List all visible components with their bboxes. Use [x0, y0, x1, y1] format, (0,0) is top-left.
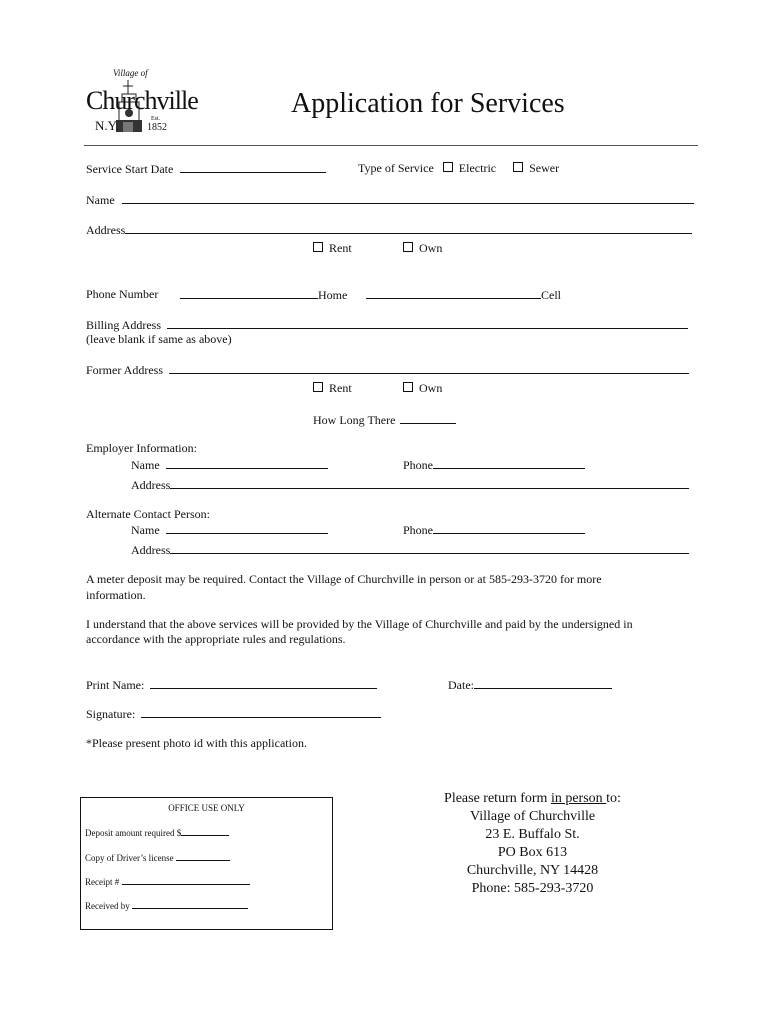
office-license-label: Copy of Driver’s license [85, 853, 174, 863]
office-received-row [85, 900, 248, 911]
logo-ny: N.Y. [95, 118, 119, 133]
logo-year: 1852 [147, 122, 167, 133]
office-deposit-field[interactable] [181, 827, 229, 836]
agreement-paragraph-line1: I understand that the above services will be provided by the Village of Churchville and paid by the undersigned in [86, 617, 633, 631]
phone-cell-row [366, 287, 561, 303]
date-field[interactable] [474, 677, 612, 689]
alternate-heading: Alternate Contact Person: [86, 507, 210, 521]
office-license-field[interactable] [176, 852, 230, 861]
service-type-label: Type of Service [358, 161, 434, 175]
how-long-label: How Long There [313, 413, 396, 427]
page-title: Application for Services [291, 88, 565, 119]
service-start-label: Service Start Date [86, 162, 174, 176]
alternate-phone-field[interactable] [433, 522, 585, 534]
return-instructions [400, 790, 665, 808]
billing-label: Billing Address [86, 318, 162, 332]
electric-checkbox[interactable] [443, 162, 453, 172]
return-village: Village of Churchville [469, 809, 596, 824]
address-rent-option [313, 241, 352, 256]
address-own-option [403, 241, 442, 256]
billing-row [86, 317, 688, 333]
return-line1-in-person: in person [550, 791, 607, 806]
agreement-paragraph-line2: accordance with the appropriate rules and regulations. [86, 632, 346, 646]
print-name-row [86, 677, 377, 693]
return-street: 23 E. Buffalo St. [485, 827, 580, 842]
former-own-label: Own [419, 381, 443, 395]
return-po-box: PO Box 613 [497, 845, 568, 860]
former-rent-option [313, 381, 352, 396]
employer-address-field[interactable] [170, 477, 689, 489]
alternate-phone-label: Phone [403, 523, 433, 537]
office-received-field[interactable] [132, 900, 248, 909]
former-rent-label: Rent [329, 381, 352, 395]
service-type-row [358, 161, 559, 176]
print-name-field[interactable] [150, 677, 377, 689]
sewer-label: Sewer [529, 161, 560, 175]
office-received-label: Received by [85, 901, 130, 911]
date-label: Date: [448, 678, 474, 692]
former-label: Former Address [86, 363, 163, 377]
how-long-field[interactable] [400, 412, 456, 424]
office-deposit-row [85, 827, 229, 838]
office-use-box [80, 797, 333, 930]
employer-heading: Employer Information: [86, 441, 197, 455]
how-long-row [313, 412, 456, 428]
return-phone: Phone: 585-293-3720 [471, 881, 594, 896]
employer-phone-row [403, 457, 585, 473]
employer-address-label: Address [131, 478, 171, 492]
billing-field[interactable] [167, 317, 688, 329]
logo-village-of: Village of [113, 68, 148, 78]
address-rent-label: Rent [329, 241, 352, 255]
address-label: Address [86, 223, 126, 237]
billing-note: (leave blank if same as above) [86, 332, 232, 346]
name-field[interactable] [122, 192, 694, 204]
print-name-label: Print Name: [86, 678, 145, 692]
former-rent-checkbox[interactable] [313, 382, 323, 392]
alternate-address-label: Address [131, 543, 171, 557]
office-use-heading: OFFICE USE ONLY [168, 803, 245, 813]
employer-address-row [131, 477, 689, 493]
address-field[interactable] [125, 222, 692, 234]
address-rent-checkbox[interactable] [313, 242, 323, 252]
employer-name-row [131, 457, 328, 473]
logo-est: Est. [151, 116, 161, 122]
alternate-address-row [131, 542, 689, 558]
alternate-phone-row [403, 522, 585, 538]
phone-home-row [180, 287, 347, 303]
phone-label: Phone Number [86, 287, 159, 301]
signature-field[interactable] [141, 706, 381, 718]
office-receipt-label: Receipt # [85, 877, 120, 887]
signature-row [86, 706, 381, 722]
signature-label: Signature: [86, 707, 136, 721]
former-row [86, 362, 689, 378]
service-start-field[interactable] [180, 161, 326, 173]
address-own-checkbox[interactable] [403, 242, 413, 252]
employer-name-label: Name [131, 458, 160, 472]
phone-cell-label: Cell [541, 288, 561, 302]
employer-name-field[interactable] [166, 457, 328, 469]
phone-home-field[interactable] [180, 287, 318, 299]
name-label: Name [86, 193, 115, 207]
former-own-checkbox[interactable] [403, 382, 413, 392]
electric-label: Electric [458, 161, 497, 175]
photo-id-note: *Please present photo id with this application. [86, 736, 307, 750]
address-own-label: Own [419, 241, 443, 255]
return-line1-a: Please return form [444, 791, 551, 806]
alternate-name-field[interactable] [166, 522, 328, 534]
name-row [86, 192, 694, 208]
office-receipt-row [85, 876, 250, 887]
logo-churchville: Churchville [86, 86, 198, 115]
address-row [86, 222, 692, 238]
office-deposit-label: Deposit amount required $ [85, 828, 182, 838]
former-own-option [403, 381, 442, 396]
header-divider [84, 145, 698, 146]
alternate-name-label: Name [131, 523, 160, 537]
deposit-paragraph-line2: information. [86, 588, 146, 602]
service-start-row [86, 161, 326, 177]
office-receipt-field[interactable] [122, 876, 250, 885]
date-row [448, 677, 612, 693]
sewer-checkbox[interactable] [513, 162, 523, 172]
deposit-paragraph-line1: A meter deposit may be required. Contact the Village of Churchville in person or at 585-293-3720 for more [86, 572, 602, 586]
phone-home-label: Home [318, 288, 348, 302]
return-city: Churchville, NY 14428 [466, 863, 599, 878]
employer-phone-field[interactable] [433, 457, 585, 469]
former-field[interactable] [169, 362, 689, 374]
alternate-name-row [131, 522, 328, 538]
office-license-row [85, 852, 230, 863]
alternate-address-field[interactable] [170, 542, 689, 554]
return-line1-c: to: [606, 791, 621, 806]
employer-phone-label: Phone [403, 458, 433, 472]
phone-cell-field[interactable] [366, 287, 541, 299]
